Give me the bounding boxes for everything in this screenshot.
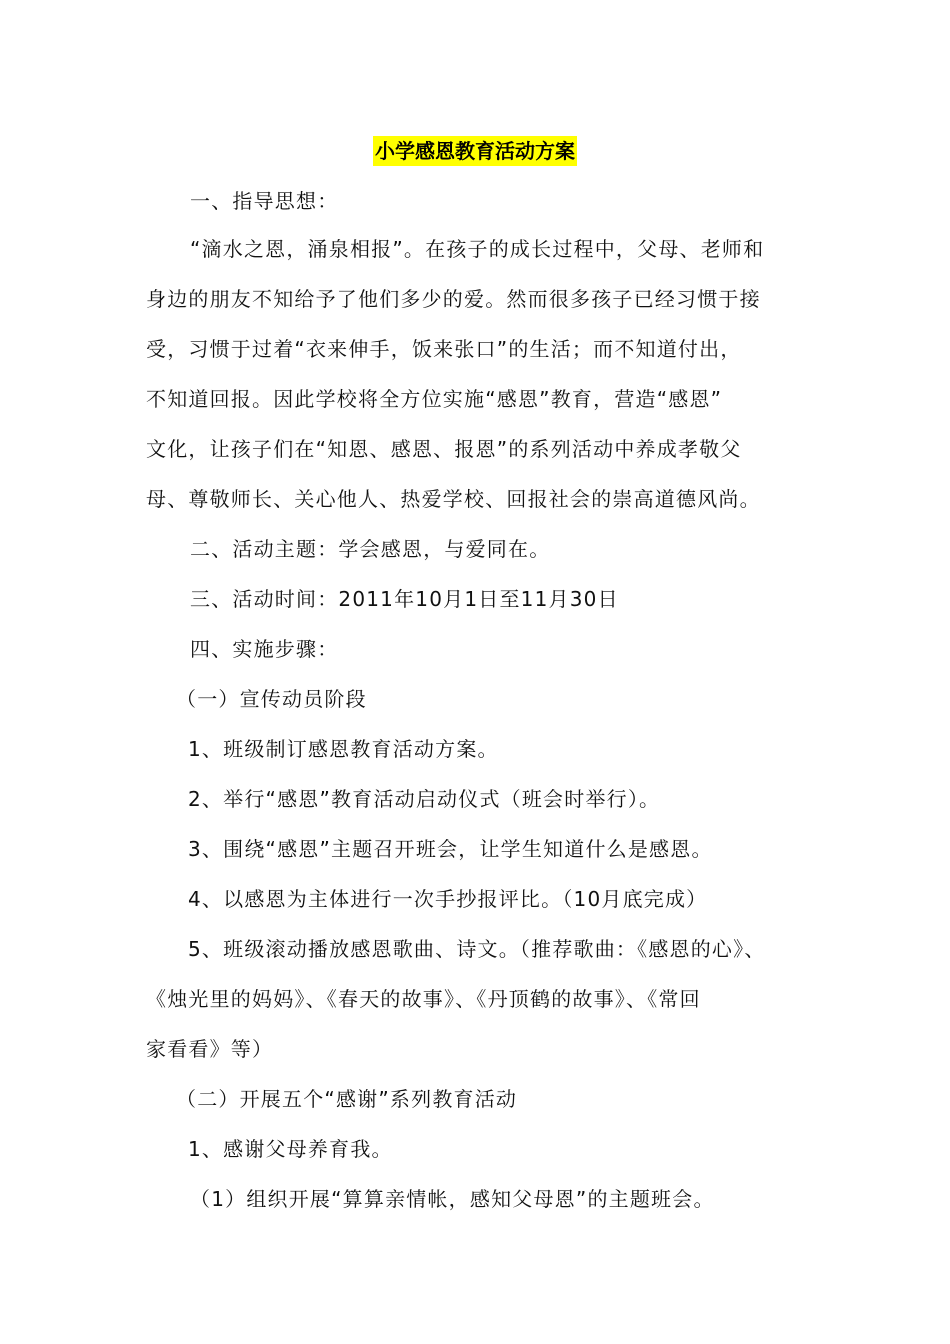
paragraph-line: 受，习惯于过着“衣来伸手，饭来张口”的生活；而不知道付出， (146, 337, 742, 361)
list-item-continued: 家看看》等） (146, 1037, 274, 1061)
section-heading-1: 一、指导思想： (190, 189, 339, 213)
list-item: 4、以感恩为主体进行一次手抄报评比。（10月底完成） (188, 887, 708, 911)
paragraph-line: 身边的朋友不知给予了他们多少的爱。然而很多孩子已经习惯于接 (146, 287, 761, 311)
list-item: 5、班级滚动播放感恩歌曲、诗文。（推荐歌曲：《感恩的心》、 (188, 937, 766, 961)
section-heading-3: 三、活动时间：2011年10月1日至11月30日 (190, 587, 619, 611)
section-heading-4: 四、实施步骤： (190, 637, 339, 661)
paragraph-line: 不知道回报。因此学校将全方位实施“感恩”教育，营造“感恩” (146, 387, 723, 411)
list-item: （1）组织开展“算算亲情帐，感知父母恩”的主题班会。 (190, 1187, 715, 1211)
list-item: 1、班级制订感恩教育活动方案。 (188, 737, 499, 761)
document-title: 小学感恩教育活动方案 (373, 136, 577, 166)
subsection-heading: （二）开展五个“感谢”系列教育活动 (176, 1087, 518, 1111)
section-heading-2: 二、活动主题：学会感恩，与爱同在。 (190, 537, 551, 561)
subsection-heading: （一）宣传动员阶段 (176, 687, 367, 711)
list-item: 3、围绕“感恩”主题召开班会，让学生知道什么是感恩。 (188, 837, 713, 861)
paragraph-line: 文化，让孩子们在“知恩、感恩、报恩”的系列活动中养成孝敬父 (146, 437, 742, 461)
title-wrap (0, 136, 950, 166)
list-item: 1、感谢父母养育我。 (188, 1137, 393, 1161)
paragraph-line: “滴水之恩，涌泉相报”。在孩子的成长过程中，父母、老师和 (190, 237, 765, 261)
list-item-continued: 《烛光里的妈妈》、《春天的故事》、《丹顶鹤的故事》、《常回 (146, 987, 701, 1011)
paragraph-line: 母、尊敬师长、关心他人、热爱学校、回报社会的崇高道德风尚。 (146, 487, 761, 511)
list-item: 2、举行“感恩”教育活动启动仪式（班会时举行）。 (188, 787, 661, 811)
